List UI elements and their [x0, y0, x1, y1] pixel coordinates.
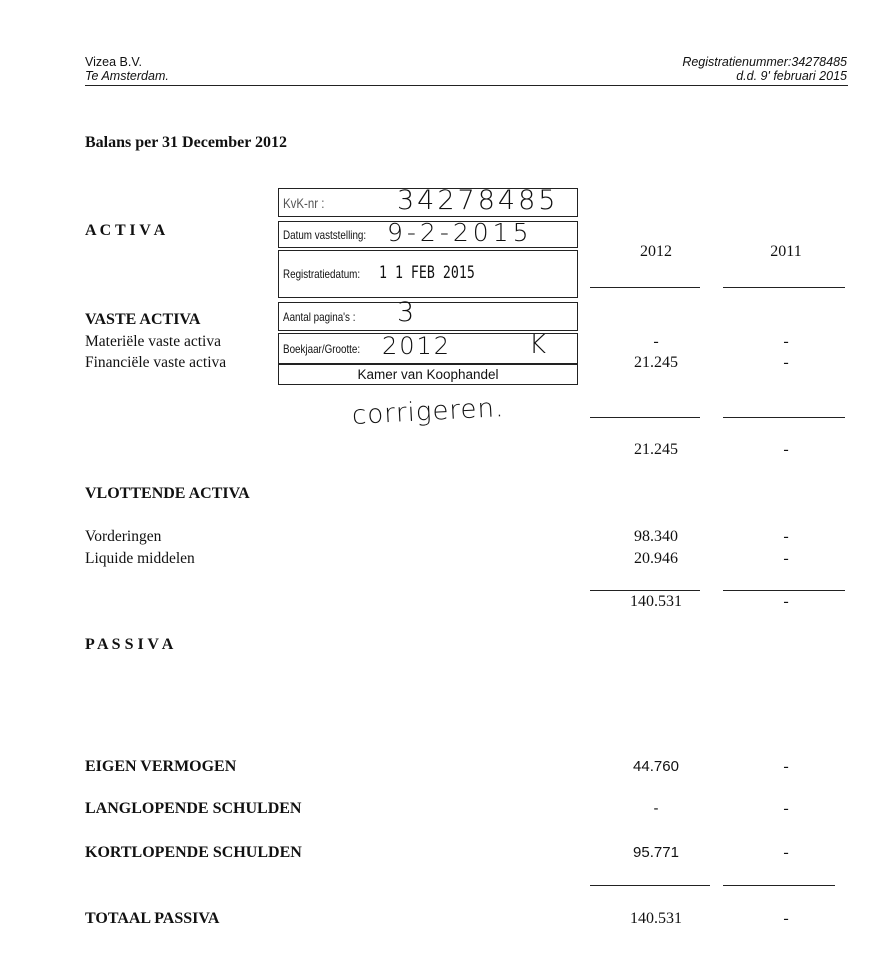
- stamp-handwritten-value: 34278485: [397, 185, 559, 216]
- row-value-2011: -: [783, 333, 789, 350]
- total-rule-2011: [723, 590, 845, 591]
- vaste-total-2011: -: [783, 441, 789, 458]
- stamp-label: Registratiedatum:: [283, 267, 361, 281]
- row-value-2012: 98.340: [634, 528, 678, 545]
- stamp-label: Boekjaar/Grootte:: [283, 342, 361, 356]
- column-header-2011: 2011: [770, 243, 802, 260]
- vlottende-total-2012: 140.531: [630, 593, 682, 610]
- row-value-2011: -: [783, 844, 789, 861]
- row-value-2012: 21.245: [634, 354, 678, 371]
- row-label-vorderingen: Vorderingen: [85, 528, 162, 545]
- passiva-rule-2011: [723, 885, 835, 886]
- row-label-financiele: Financiële vaste activa: [85, 354, 227, 371]
- row-label-eigen-vermogen: EIGEN VERMOGEN: [85, 758, 237, 775]
- stamp-registration-date: 1 1 FEB 2015: [379, 263, 475, 283]
- stamp-row-kvk: [278, 185, 578, 217]
- kvk-registration-stamp: [278, 184, 580, 385]
- stamp-footer-text: Kamer van Koophandel: [357, 367, 499, 382]
- row-value-2011: -: [783, 758, 789, 775]
- totaal-passiva-2012: 140.531: [630, 910, 682, 927]
- row-value-2012: 95.771: [633, 844, 679, 861]
- activa-heading: A C T I V A: [85, 222, 166, 239]
- header-rule-2012: [590, 287, 700, 288]
- row-value-2012: -: [653, 333, 659, 350]
- header-rule-2011: [723, 287, 845, 288]
- vaste-total-2012: 21.245: [634, 441, 678, 458]
- vlottende-total-2011: -: [783, 593, 789, 610]
- row-value-2011: -: [783, 550, 789, 567]
- vaste-activa-heading: VASTE ACTIVA: [85, 311, 201, 328]
- totaal-passiva-2011: -: [783, 910, 789, 927]
- totaal-passiva-label: TOTAAL PASSIVA: [85, 910, 220, 927]
- stamp-label: Datum vaststelling:: [283, 228, 367, 242]
- row-value-2011: -: [783, 354, 789, 371]
- stamp-label: Aantal pagina's :: [283, 310, 356, 324]
- company-name: Vizea B.V.: [85, 55, 142, 69]
- stamp-handwritten-value: 3: [397, 297, 415, 328]
- row-label-kortlopende: KORTLOPENDE SCHULDEN: [85, 844, 302, 861]
- column-header-2012: 2012: [640, 243, 672, 260]
- company-city: Te Amsterdam.: [85, 69, 169, 83]
- stamp-row-boekjaar: [278, 330, 578, 364]
- passiva-heading: P A S S I V A: [85, 636, 174, 653]
- passiva-rule-2012: [590, 885, 710, 886]
- stamp-label: KvK-nr :: [283, 195, 325, 211]
- page-title: Balans per 31 December 2012: [85, 134, 288, 151]
- stamp-handwritten-value: 9-2-2015: [387, 218, 533, 247]
- row-value-2011: -: [783, 528, 789, 545]
- stamp-row-registratie: [278, 250, 578, 298]
- row-value-2012: 44.760: [633, 758, 679, 775]
- row-label-langlopende: LANGLOPENDE SCHULDEN: [85, 800, 302, 817]
- row-label-liquide: Liquide middelen: [85, 550, 195, 567]
- subtotal-rule-2011: [723, 417, 845, 418]
- registration-number: Registratienummer:34278485: [682, 55, 847, 69]
- stamp-handwritten-mark: K: [529, 330, 547, 360]
- header-divider: [85, 85, 848, 86]
- stamp-row-paginas: [278, 297, 578, 331]
- total-rule-2012: [590, 590, 700, 591]
- stamp-handwritten-value: 2012: [382, 332, 452, 360]
- row-value-2012: 20.946: [634, 550, 678, 567]
- row-label-materiele: Materiële vaste activa: [85, 333, 221, 350]
- row-value-2011: -: [783, 800, 789, 817]
- vlottende-activa-heading: VLOTTENDE ACTIVA: [85, 485, 250, 502]
- subtotal-rule-2012: [590, 417, 700, 418]
- stamp-footer: [278, 364, 578, 385]
- handwritten-note: corrigeren.: [351, 393, 505, 431]
- stamp-row-vaststelling: [278, 218, 578, 248]
- document-date: d.d. 9' februari 2015: [736, 69, 847, 83]
- row-value-2012: -: [653, 800, 659, 817]
